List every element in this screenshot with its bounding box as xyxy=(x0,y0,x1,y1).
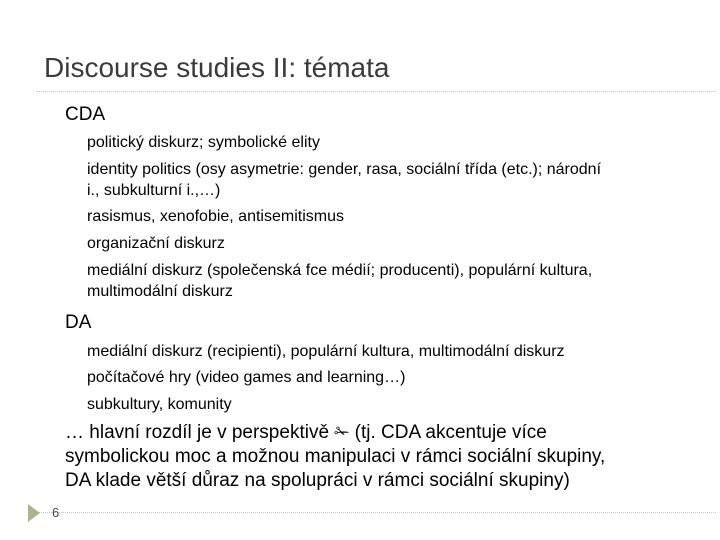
section-bullet-icon xyxy=(44,108,56,120)
section-bullet-icon xyxy=(44,428,56,440)
summary-line2: symbolickou moc a možnou manipulaci v rámci sociální skupiny, xyxy=(65,446,606,467)
sub-bullet-icon xyxy=(67,211,77,221)
sub-bullet-icon xyxy=(67,372,77,382)
scissors-icon: ✁ xyxy=(334,422,350,443)
page-number: 6 xyxy=(52,505,60,520)
footer-arrow-icon xyxy=(28,504,40,522)
summary-lead: … hlavní rozdíl je v perspektivě xyxy=(65,422,330,443)
list-item: počítačové hry (video games and learning…) xyxy=(87,369,406,386)
sub-bullet-icon xyxy=(67,137,77,147)
section-heading-cda: CDA xyxy=(65,104,106,125)
list-item: politický diskurz; symbolické elity xyxy=(87,134,320,151)
list-item: mediální diskurz (společenská fce médií; producenti), populární kultura, xyxy=(87,262,593,279)
sub-bullet-icon xyxy=(67,265,77,275)
sub-bullet-icon xyxy=(67,346,77,356)
list-item: organizační diskurz xyxy=(87,235,225,252)
list-item: rasismus, xenofobie, antisemitismus xyxy=(87,208,344,225)
sub-bullet-icon xyxy=(67,399,77,409)
summary-line1-rest: (tj. CDA akcentuje více xyxy=(354,422,547,443)
sub-bullet-icon xyxy=(67,238,77,248)
list-item: mediální diskurz (recipienti), populární kultura, multimodální diskurz xyxy=(87,343,565,360)
summary-paragraph xyxy=(65,421,705,493)
summary-line3: DA klade větší důraz na spolupráci v rámci sociální skupiny) xyxy=(65,470,570,491)
list-item: identity politics (osy asymetrie: gender, rasa, sociální třída (etc.); národní xyxy=(87,161,602,178)
list-item: subkultury, komunity xyxy=(87,396,232,413)
list-item-continuation: i., subkulturní i.,…) xyxy=(87,182,221,199)
section-bullet-icon xyxy=(44,316,56,328)
section-heading-da: DA xyxy=(65,312,92,333)
list-item-continuation: multimodální diskurz xyxy=(87,283,233,300)
footer-divider xyxy=(36,512,716,513)
slide-title: Discourse studies II: témata xyxy=(44,52,390,83)
sub-bullet-icon xyxy=(67,164,77,174)
